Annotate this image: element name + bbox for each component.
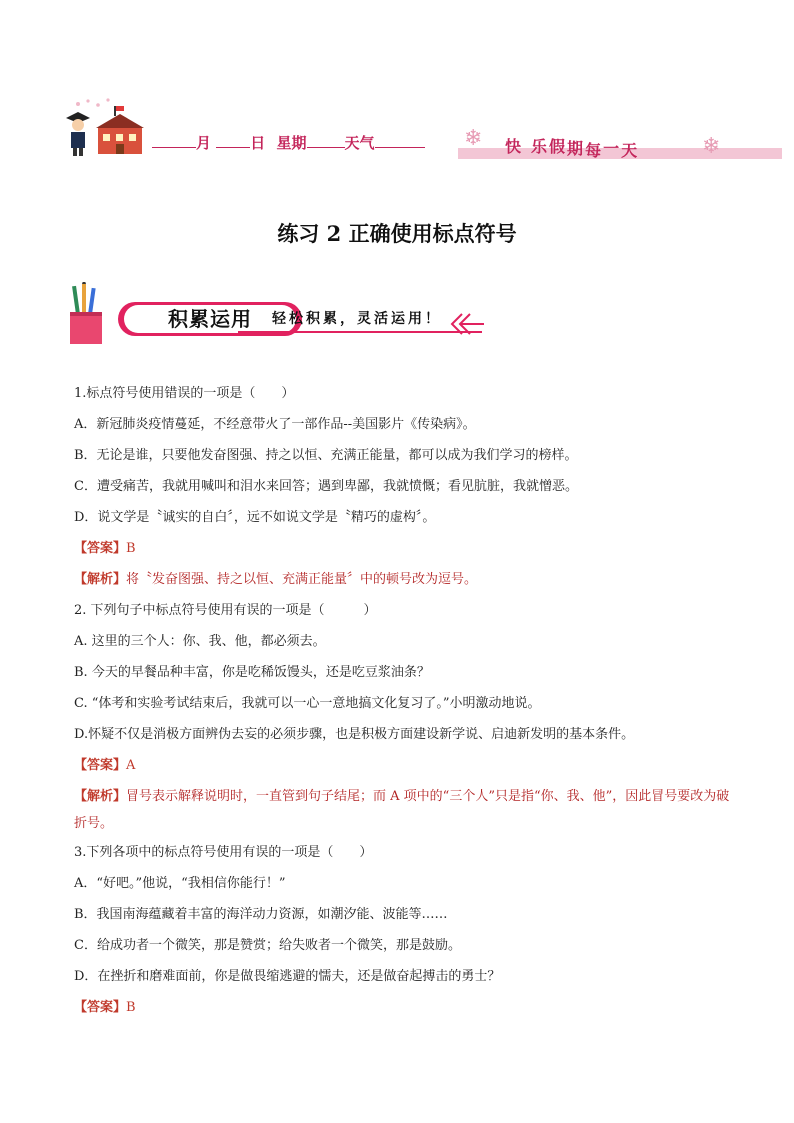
- q1-option-b[interactable]: B．无论是谁，只要他发奋图强、持之以恒、充满正能量，都可以成为我们学习的榜样。: [74, 448, 578, 463]
- section-subtitle: 轻松积累，灵活运用！: [272, 311, 442, 327]
- q2-option-d[interactable]: D.怀疑不仅是消极方面辨伪去妄的必须步骤，也是积极方面建设新学说、启迪新发明的基本条件。: [74, 727, 635, 742]
- section-label: 积累运用: [124, 305, 296, 333]
- double-arrow-left-icon: [448, 312, 486, 336]
- q3-option-b[interactable]: B．我国南海蕴藏着丰富的海洋动力资源，如潮汐能、波能等……: [74, 907, 448, 922]
- q3-option-d[interactable]: D．在挫折和磨难面前，你是做畏缩逃避的懦夫，还是做奋起搏击的勇士？: [74, 969, 501, 984]
- day-blank[interactable]: [216, 133, 250, 148]
- page-header: [0, 88, 794, 168]
- student-school-illustration: [64, 98, 144, 160]
- q1-option-c[interactable]: C．遭受痛苦，我就用喊叫和泪水来回答；遇到卑鄙，我就愤慨；看见肮脏，我就憎恶。: [74, 479, 578, 494]
- q1-explanation: 【解析】将〝发奋图强、持之以恒、充满正能量〞中的顿号改为逗号。: [74, 572, 478, 587]
- weather-blank[interactable]: [375, 133, 425, 148]
- section-underline: [238, 331, 482, 333]
- q3-option-c[interactable]: C．给成功者一个微笑，那是赞赏；给失败者一个微笑，那是鼓励。: [74, 938, 461, 953]
- question-3-stem: 3.下列各项中的标点符号使用有误的一项是（ ）: [74, 845, 373, 860]
- weekday-blank[interactable]: [307, 133, 345, 148]
- question-1-stem: 1.标点符号使用错误的一项是（ ）: [74, 386, 295, 401]
- weekday-label: 星期: [276, 134, 307, 152]
- q2-option-a[interactable]: A. 这里的三个人：你、我、他，都必须去。: [74, 634, 326, 649]
- pencil-cup-icon: [68, 282, 104, 346]
- q2-answer: 【答案】A: [74, 758, 136, 773]
- q2-option-b[interactable]: B. 今天的早餐品种丰富，你是吃稀饭馒头，还是吃豆浆油条？: [74, 665, 430, 680]
- q2-explanation: 【解析】冒号表示解释说明时，一直管到句子结尾；而 A 项中的“三个人”只是指“你、我、他”，因此冒号要改为破折号。: [74, 789, 730, 831]
- q1-option-a[interactable]: A．新冠肺炎疫情蔓延，不经意带火了一部作品--美国影片《传染病》。: [74, 417, 476, 432]
- q2-option-c[interactable]: C. “体考和实验考试结束后，我就可以一心一意地搞文化复习了。”小明激动地说。: [74, 696, 541, 711]
- holiday-slogan: 快 乐假期每一天: [505, 137, 640, 160]
- q3-answer: 【答案】B: [74, 1000, 136, 1015]
- month-blank[interactable]: [152, 133, 196, 148]
- snowflake-icon: ❄: [464, 126, 483, 151]
- month-label: 月: [196, 134, 212, 152]
- q1-answer: 【答案】B: [74, 541, 136, 556]
- page-title: 练习 2 正确使用标点符号: [277, 221, 517, 246]
- question-2-stem: 2. 下列句子中标点符号使用有误的一项是（ ）: [74, 603, 377, 618]
- q1-option-d[interactable]: D．说文学是〝诚实的自白〞，远不如说文学是〝精巧的虚构〞。: [74, 510, 436, 525]
- q3-option-a[interactable]: A．“好吧。”他说，“我相信你能行！”: [74, 876, 286, 891]
- day-label: 日: [250, 134, 266, 152]
- exercise-content: [74, 378, 734, 1023]
- weather-label: 天气: [344, 134, 375, 152]
- section-banner: [68, 282, 488, 352]
- snowflake-icon: ❄: [702, 134, 721, 159]
- date-weather-line: [152, 132, 425, 153]
